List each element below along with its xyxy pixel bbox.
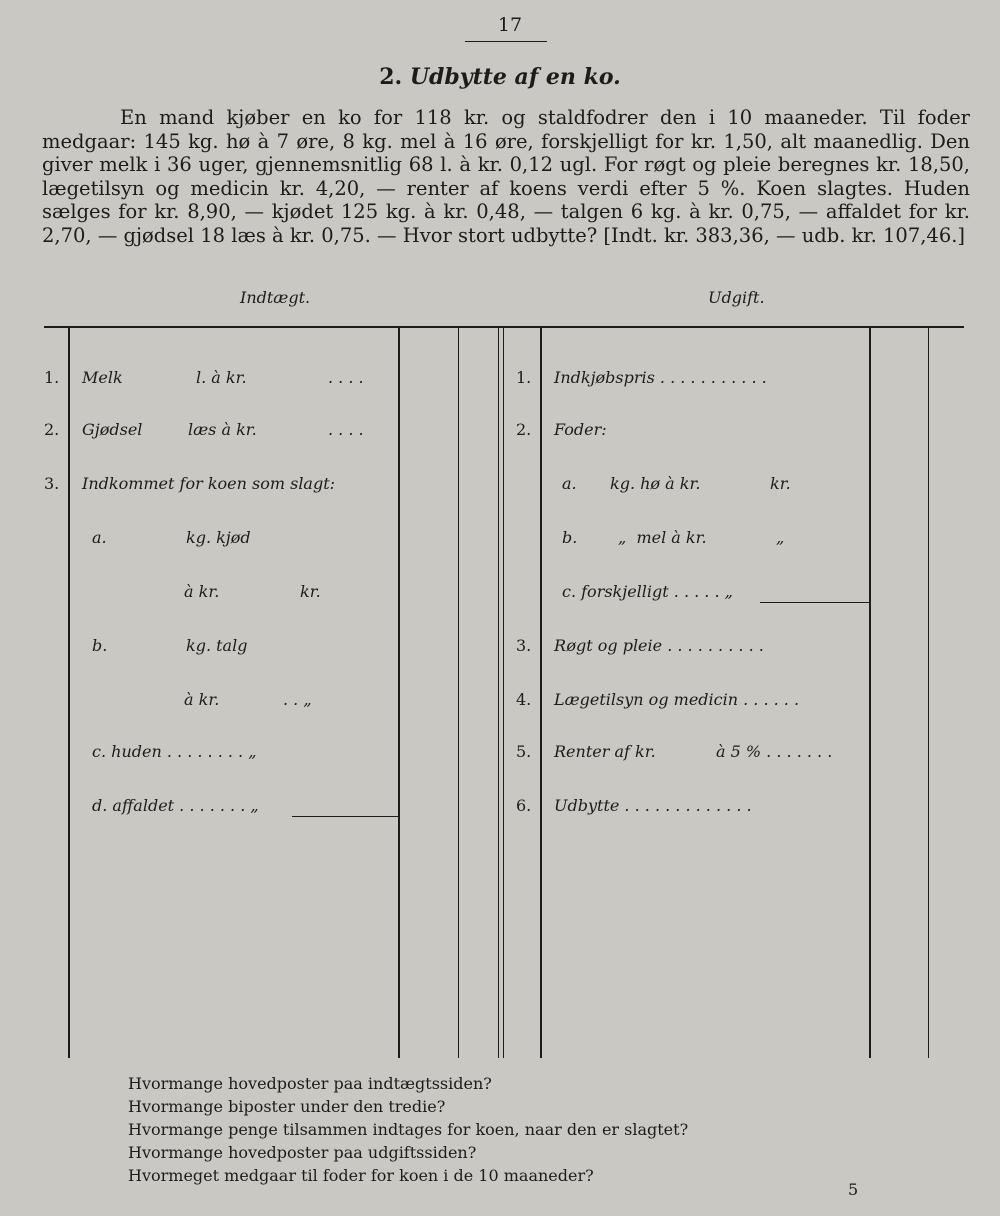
- expense-interest: Renter af kr.: [554, 742, 656, 761]
- income-gjodsel-dots: . . . .: [328, 420, 364, 439]
- income-melk-dots: . . . .: [328, 368, 364, 387]
- expense-feed-label: Foder:: [554, 420, 607, 439]
- expense-row-number: 3.: [516, 636, 532, 655]
- income-kjod-price: à kr.: [184, 582, 220, 601]
- income-kjod-text: kg. kjød: [186, 528, 251, 547]
- income-gjodsel-unit: læs à kr.: [188, 420, 257, 439]
- income-sub-label: b.: [92, 636, 108, 655]
- income-talg-price: à kr.: [184, 690, 220, 709]
- expense-row-number: 2.: [516, 420, 532, 439]
- page-number: 17: [497, 14, 523, 36]
- expense-yield: Udbytte . . . . . . . . . . . . .: [554, 796, 752, 815]
- expense-hay-kr: kr.: [770, 474, 791, 493]
- expense-meal-ditto: „: [776, 528, 785, 547]
- ledger-rule-expense-left: [540, 328, 542, 1058]
- ledger-rule-center-1: [498, 328, 499, 1058]
- expense-row-number: 6.: [516, 796, 532, 815]
- question-item: Hvormeget medgaar til foder for koen i de 10 maaneder?: [128, 1166, 594, 1185]
- ledger-rule-income-left: [68, 328, 70, 1058]
- ledger-rule-income-kr: [398, 328, 400, 1058]
- ledger-rule-expense-ore: [928, 328, 929, 1058]
- footer-signature-number: 5: [848, 1180, 859, 1199]
- expense-care: Røgt og pleie . . . . . . . . . .: [554, 636, 764, 655]
- expense-subtotal-rule: [760, 602, 869, 603]
- income-talg-ditto: . . „: [283, 690, 312, 709]
- income-melk-label: Melk: [82, 368, 123, 387]
- income-sub-label: a.: [92, 528, 107, 547]
- problem-text: [42, 106, 970, 247]
- expense-sub-label: b.: [562, 528, 578, 547]
- income-row-number: 3.: [44, 474, 60, 493]
- income-huden: c. huden . . . . . . . . „: [92, 742, 257, 761]
- heading-text: Udbytte af en ko.: [409, 64, 621, 90]
- ledger-rule-expense-kr: [869, 328, 871, 1058]
- problem-paragraph: En mand kjøber en ko for 118 kr. og staldfodrer den i 10 maaneder. Til foder medgaar: 145 kg. hø à 7 øre, 8 kg. mel à 16 øre, forskjelligt for kr. 1,50, alt maanedlig. Den giver melk i 36 uger, gjennemsnitlig 68 l. à kr. 0,12 ugl. For røgt og pleie beregnes kr. 18,50, lægetilsyn og medicin kr. 4,20, — renter af koens verdi efter 5 %. Koen slagtes. Huden sælges for kr. 8,90, — kjødet 125 kg. à kr. 0,48, — talgen 6 kg. à kr. 0,75, — affaldet for kr. 2,70, — gjødsel 18 læs à kr. 0,75. — Hvor stort udbytte? [Indt. kr. 383,36, — udb. kr. 107,46.]: [42, 106, 970, 247]
- expense-row-number: 5.: [516, 742, 532, 761]
- income-talg-text: kg. talg: [186, 636, 248, 655]
- income-subtotal-rule: [292, 816, 398, 817]
- page-number-rule: [465, 41, 547, 42]
- expense-row-number: 1.: [516, 368, 532, 387]
- expense-purchase: Indkjøbspris . . . . . . . . . . .: [554, 368, 767, 387]
- ledger-rule-center-2: [503, 328, 504, 1058]
- income-melk-unit: l. à kr.: [196, 368, 247, 387]
- income-affaldet: d. affaldet . . . . . . . „: [92, 796, 259, 815]
- ledger-rule-income-ore: [458, 328, 459, 1058]
- expense-sub-label: a.: [562, 474, 577, 493]
- expense-hay: kg. hø à kr.: [610, 474, 701, 493]
- expense-header: Udgift.: [708, 288, 765, 307]
- income-row-number: 1.: [44, 368, 60, 387]
- heading-number: 2.: [379, 64, 403, 90]
- section-heading: [0, 64, 1000, 90]
- expense-misc: c. forskjelligt . . . . . „: [562, 582, 733, 601]
- question-item: Hvormange biposter under den tredie?: [128, 1097, 446, 1116]
- expense-meal: „ mel à kr.: [618, 528, 707, 547]
- question-item: Hvormange hovedposter paa udgiftssiden?: [128, 1143, 477, 1162]
- income-row-number: 2.: [44, 420, 60, 439]
- income-slaughter-label: Indkommet for koen som slagt:: [82, 474, 336, 493]
- ledger-top-rule: [44, 326, 964, 328]
- question-item: Hvormange hovedposter paa indtægtssiden?: [128, 1074, 492, 1093]
- expense-row-number: 4.: [516, 690, 532, 709]
- income-header: Indtægt.: [240, 288, 311, 307]
- expense-vet: Lægetilsyn og medicin . . . . . .: [554, 690, 800, 709]
- income-gjodsel-label: Gjødsel: [82, 420, 143, 439]
- income-kjod-kr: kr.: [300, 582, 321, 601]
- question-item: Hvormange penge tilsammen indtages for koen, naar den er slagtet?: [128, 1120, 689, 1139]
- expense-interest-rate: à 5 % . . . . . . .: [716, 742, 833, 761]
